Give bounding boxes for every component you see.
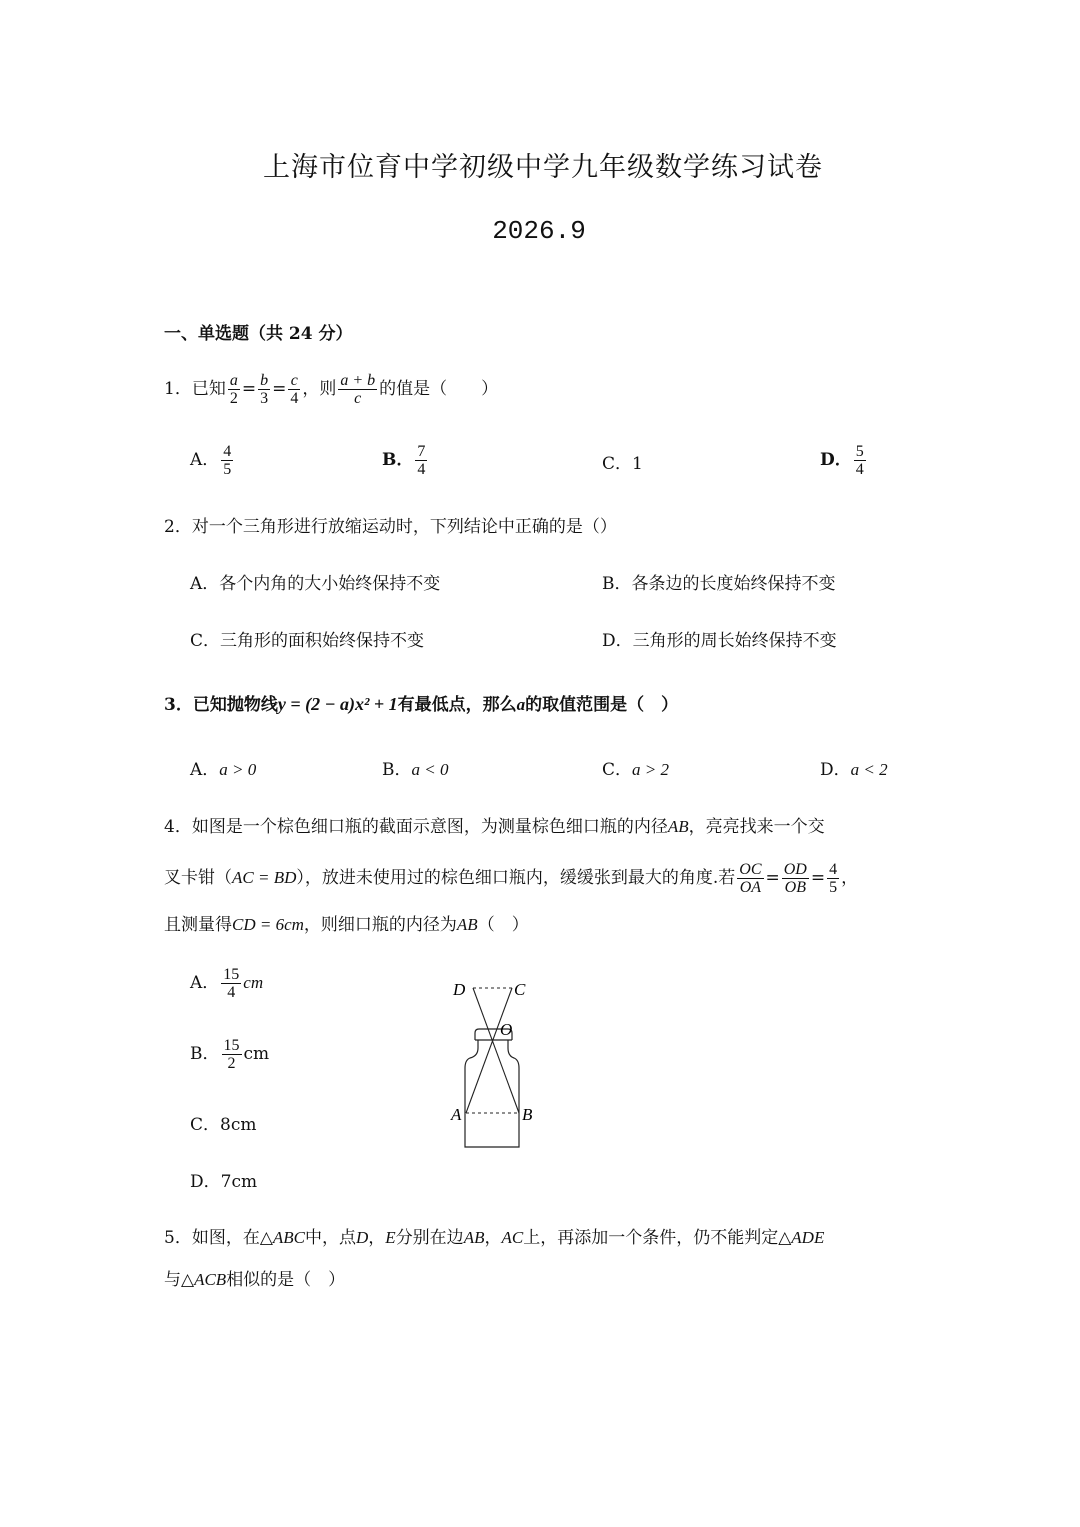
- q3-mid: 有最低点，那么: [397, 695, 517, 715]
- q5-point: E: [385, 1228, 396, 1247]
- q2-option-b[interactable]: B．各条边的长度始终保持不变: [602, 574, 836, 594]
- option-label: A．: [190, 760, 220, 780]
- option-value: 7cm: [220, 1172, 258, 1192]
- q1-mid: ，则: [302, 379, 337, 399]
- q4-text: ），放进未使用过的棕色细口瓶内，缓缓张到最大的角度.若: [296, 868, 736, 888]
- q5-text: ，: [484, 1228, 502, 1248]
- option-label: C．: [602, 454, 633, 474]
- dashed-segments: [466, 988, 519, 1113]
- option-value: a < 0: [411, 760, 449, 779]
- q1-option-d[interactable]: [820, 443, 868, 478]
- q4-option-b[interactable]: [190, 1037, 269, 1072]
- q1-option-a[interactable]: [190, 443, 235, 478]
- q5-text: 中，点: [305, 1228, 357, 1248]
- fraction-oc-oa: $\frac{OC}{OA}$: [739, 861, 762, 896]
- option-unit: cm: [243, 973, 264, 992]
- q5-point: D: [356, 1228, 369, 1247]
- option-fraction: $\frac{7}{4}$: [417, 443, 426, 478]
- q1-option-b[interactable]: [382, 443, 429, 478]
- q2-option-c[interactable]: C．三角形的面积始终保持不变: [190, 631, 425, 651]
- option-fraction: $\frac{15}{2}$: [223, 1037, 240, 1072]
- question-5-line-2: [164, 1268, 345, 1292]
- q3-option-c[interactable]: [602, 758, 669, 782]
- option-value: 1: [632, 454, 643, 474]
- option-label: B．: [382, 760, 412, 780]
- point-label-b: B: [522, 1105, 533, 1124]
- option-unit: cm: [243, 1044, 270, 1064]
- q5-triangle: △ABC: [259, 1228, 306, 1247]
- option-label: B．: [190, 1044, 220, 1064]
- option-label: B．: [382, 450, 414, 470]
- q4-var: AC = BD: [232, 868, 297, 887]
- option-value: 8cm: [220, 1115, 257, 1135]
- q5-triangle: △ACB: [181, 1270, 227, 1289]
- q1-pre: 已知: [191, 379, 226, 399]
- q4-text: 叉卡钳（: [164, 868, 232, 888]
- q3-option-d[interactable]: [820, 758, 888, 782]
- q3-option-b[interactable]: [382, 758, 448, 782]
- fraction-4-5: $\frac{4}{5}$: [829, 861, 838, 896]
- fraction-ab-c: $\frac{a + b}{c}$: [340, 372, 376, 407]
- caliper-arm-bd: [473, 988, 519, 1113]
- question-4-line-3: [164, 913, 529, 937]
- point-label-o: O: [500, 1020, 513, 1039]
- option-value: a > 0: [219, 760, 257, 779]
- q4-text: ，则细口瓶的内径为: [303, 915, 457, 935]
- q2-option-d[interactable]: D．三角形的周长始终保持不变: [602, 631, 837, 651]
- q3-option-a[interactable]: [190, 758, 256, 782]
- caliper-arm-ac: [466, 988, 512, 1113]
- section-heading: 一、单选题（共 24 分）: [164, 324, 353, 344]
- q4-var: AB: [667, 817, 689, 836]
- question-number: 1．: [164, 379, 192, 399]
- option-value: a > 2: [632, 760, 669, 779]
- option-label: A．: [190, 973, 220, 993]
- q4-text: 4．如图是一个棕色细口瓶的截面示意图，为测量棕色细口瓶的内径: [164, 817, 668, 837]
- q5-side: AC: [501, 1228, 524, 1247]
- bottle-outline: [465, 1029, 519, 1147]
- question-4-line-1: [164, 815, 825, 839]
- exam-date: 2026.9: [492, 216, 586, 246]
- q3-post: 的取值范围是（ ）: [525, 695, 679, 715]
- fraction-a2: $\frac{a}{2}$: [229, 372, 238, 407]
- option-value: a < 2: [850, 760, 888, 779]
- q4-option-a[interactable]: [190, 966, 263, 1001]
- q4-var: AB: [456, 915, 478, 934]
- point-label-a: A: [451, 1105, 462, 1124]
- q1-post: 的值是（ ）: [379, 379, 499, 399]
- option-label: A．: [190, 450, 220, 470]
- q4-text: ，: [841, 868, 859, 888]
- option-label: D．: [820, 450, 852, 470]
- page-title: 上海市位育中学初级中学九年级数学练习试卷: [263, 152, 823, 183]
- q4-option-c[interactable]: [190, 1113, 256, 1137]
- q3-variable: a: [516, 695, 526, 714]
- q4-text: ，亮亮找来一个交: [688, 817, 825, 837]
- option-fraction: $\frac{5}{4}$: [855, 443, 864, 478]
- q2-option-a[interactable]: A．各个内角的大小始终保持不变: [190, 574, 441, 594]
- q5-text: ，: [368, 1228, 386, 1248]
- question-3-stem: [164, 692, 678, 717]
- q5-text: 相似的是（ ）: [226, 1270, 346, 1290]
- option-label: D．: [820, 760, 851, 780]
- option-label: D．: [190, 1172, 221, 1192]
- question-1-stem: 1．已知 $\frac{a}{2}$ = $\frac{b}{3}$ = $\frac{c}{4}$ ，则 $\frac{a + b}{c}$ 的值是（ ）: [164, 372, 499, 407]
- q5-text: 上，再添加一个条件，仍不能判定: [523, 1228, 779, 1248]
- q4-text: 且测量得: [164, 915, 232, 935]
- point-label-d: D: [453, 980, 466, 999]
- option-label: C．: [602, 760, 633, 780]
- option-fraction: $\frac{4}{5}$: [223, 443, 232, 478]
- q5-text: 分别在边: [395, 1228, 464, 1248]
- q3-expression: y = (2 − a)x² + 1: [277, 694, 398, 714]
- q4-option-d[interactable]: [190, 1170, 257, 1194]
- question-5-line-1: [164, 1226, 824, 1250]
- q5-text: 5．如图，在: [164, 1228, 260, 1248]
- point-label-c: C: [514, 980, 526, 999]
- fraction-b3: $\frac{b}{3}$: [260, 372, 269, 407]
- question-4-line-2: 叉卡钳（AC = BD），放进未使用过的棕色细口瓶内，缓缓张到最大的角度.若 $\frac{OC}{OA}$ = $\frac{OD}{OB}$ = $\frac{4}{5}$ ，: [164, 861, 859, 896]
- q5-triangle: △ADE: [778, 1228, 825, 1247]
- q5-text: 与: [164, 1270, 181, 1290]
- bottle-figure: [440, 972, 550, 1157]
- q4-var: CD = 6cm: [232, 915, 304, 934]
- fraction-od-ob: $\frac{OD}{OB}$: [783, 861, 807, 896]
- q4-text: （ ）: [477, 915, 529, 935]
- caliper-arms: [466, 988, 519, 1113]
- option-fraction: $\frac{15}{4}$: [223, 966, 240, 1001]
- fraction-c4: $\frac{c}{4}$: [290, 372, 299, 407]
- option-label: C．: [190, 1115, 221, 1135]
- q5-side: AB: [463, 1228, 485, 1247]
- question-2-stem: 2．对一个三角形进行放缩运动时，下列结论中正确的是（）: [164, 517, 617, 537]
- q3-pre: 3．已知抛物线: [164, 695, 278, 715]
- q1-option-c[interactable]: [602, 452, 643, 476]
